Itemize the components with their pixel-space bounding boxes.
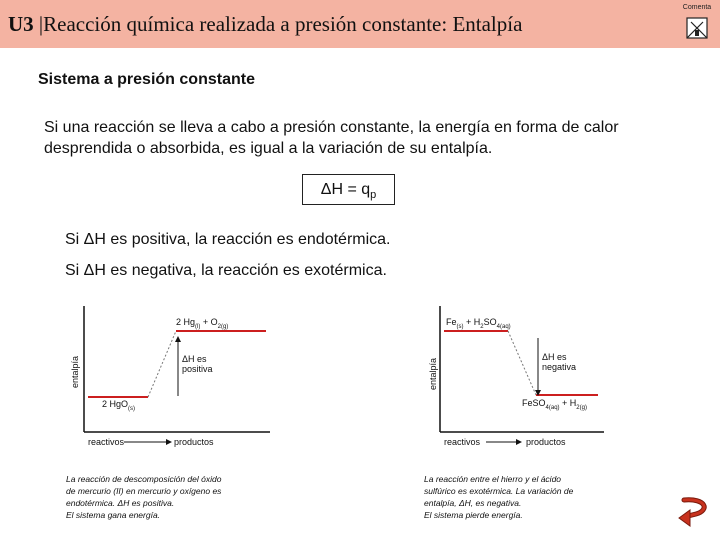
- exothermic-diagram: [412, 300, 612, 460]
- endo-top-label: 2 $Hg_{(l)} + O_{2(g)}$: [176, 317, 229, 330]
- exo-ylabel: entalpía: [428, 357, 438, 390]
- intro-paragraph: Si una reacción se lleva a cabo a presión constante, la energía en forma de calor desprendida o absorbida, es igual a la variación de su entalpía.: [44, 119, 619, 157]
- endo-caption: La reacción de descomposición del óxido de mercurio (II) en mercurio y oxígeno es endotérmica. ΔH es positiva. El sistema gana energía.: [66, 474, 222, 520]
- exo-bottom-label: FeSO$_{4(aq)}$ + $H_{2(g)}$: [522, 398, 587, 411]
- exo-x-start: reactivos: [444, 437, 481, 447]
- page-title: [8, 12, 522, 37]
- header-bar: [0, 0, 720, 48]
- formula-main: ΔH = q: [320, 181, 371, 198]
- endo-x-start: reactivos: [88, 437, 125, 447]
- return-arrow-icon[interactable]: [676, 494, 712, 530]
- positive-statement: Si ΔH es positiva, la reacción es endotérmica.: [65, 231, 391, 248]
- negative-statement: Si ΔH es negativa, la reacción es exotérmica.: [65, 262, 387, 279]
- formula-box: [302, 174, 395, 205]
- logo-text: Comenta: [682, 4, 712, 11]
- exothermic-plot: [412, 300, 612, 460]
- exo-x-end: productos: [526, 437, 566, 447]
- endo-x-end: productos: [174, 437, 214, 447]
- endo-ylabel: entalpía: [70, 355, 80, 388]
- exo-caption: La reacción entre el hierro y el ácido sulfúrico es exotérmica. La variación de entalpía, ΔH, es negativa. El sistema pierde energía.: [424, 474, 574, 520]
- exo-dh-label: ΔH es negativa: [542, 352, 577, 372]
- endo-dh-label: ΔH es positiva: [182, 354, 213, 374]
- exo-top-label: $Fe_{(s)} + H_2SO_{4(aq)}$: [446, 317, 511, 330]
- endothermic-diagram: [66, 300, 278, 460]
- title-text: |Reacción química realizada a presión constante: Entalpía: [33, 12, 523, 36]
- unit-label: U3: [8, 12, 34, 36]
- formula-sub: p: [370, 189, 377, 202]
- section-title: Sistema a presión constante: [38, 71, 255, 88]
- logo[interactable]: [682, 4, 712, 44]
- endothermic-plot: [66, 300, 278, 460]
- endo-bottom-label: 2 HgO$_{(s)}$: [102, 399, 136, 412]
